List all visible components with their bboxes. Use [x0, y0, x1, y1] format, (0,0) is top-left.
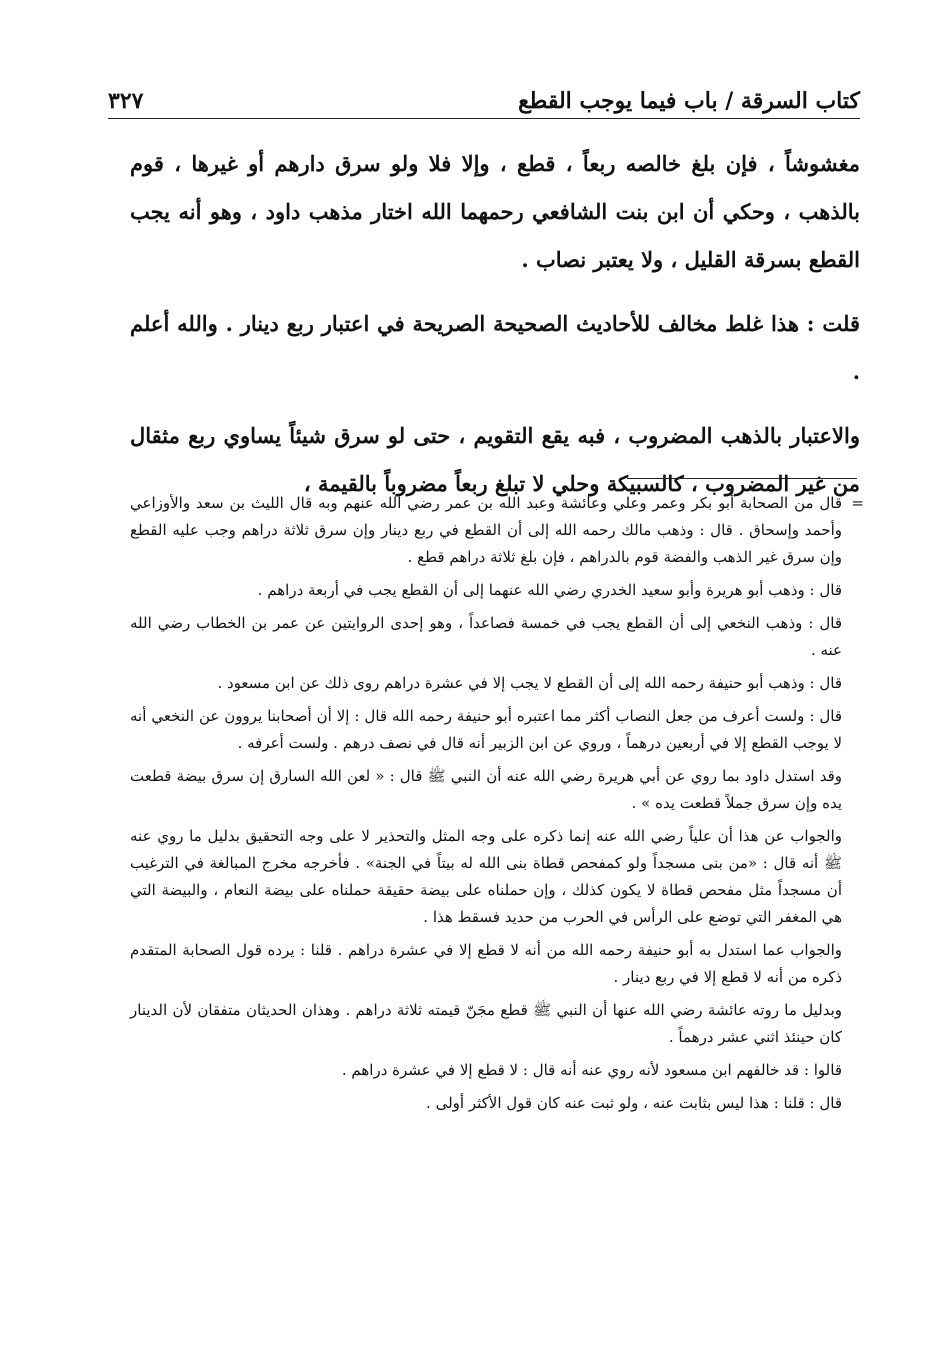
- footnote-line: والجواب عما استدل به أبو حنيفة رحمه الله من أنه لا قطع إلا في عشرة دراهم . قلنا : يرده قول الصحابة المتقدم ذكره من أنه لا قطع إلا في ربع دينار .: [130, 941, 842, 986]
- footnote-line: قال : ولست أعرف من جعل النصاب أكثر مما اعتبره أبو حنيفة رحمه الله قال : إلا أن أصحابنا يروون عن النخعي أنه لا يوجب القطع إلا في أربعين درهماً ، وروي عن ابن الزبير أنه قال في نصف درهم . ولست أعرفه .: [130, 707, 842, 752]
- footnote-line: قال : قلنا : هذا ليس بثابت عنه ، ولو ثبت عنه كان قول الأكثر أولى .: [426, 1094, 842, 1112]
- footnote-continuation-marker: =: [851, 494, 864, 512]
- page-number: ٣٢٧: [108, 88, 144, 114]
- running-title: كتاب السرقة / باب فيما يوجب القطع: [518, 88, 860, 114]
- footnote-line: وبدليل ما روته عائشة رضي الله عنها أن النبي ﷺ قطع مجَنّ قيمته ثلاثة دراهم . وهذان الحديثان متفقان لأن الدينار كان حينئذ اثني عشر درهماً .: [130, 1001, 842, 1046]
- footnote-line: قال : وذهب أبو حنيفة رحمه الله إلى أن القطع لا يجب إلا في عشرة دراهم روى ذلك عن ابن مسعود .: [217, 674, 842, 692]
- page-header: [108, 80, 860, 114]
- main-paragraph-1: مغشوشاً ، فإن بلغ خالصه ربعاً ، قطع ، وإلا فلا ولو سرق دارهم أو غيرها ، قوم بالذهب ، وحكي أن ابن بنت الشافعي رحمهما الله اختار مذهب داود ، وهو أنه يجب القطع بسرقة القليل ، ولا يعتبر نصاب .: [130, 151, 860, 272]
- header-rule: [108, 118, 860, 119]
- footnote-line: قال : وذهب أبو هريرة وأبو سعيد الخدري رضي الله عنهما إلى أن القطع يجب في أربعة دراهم .: [257, 581, 842, 599]
- main-paragraph-2-lead: قلت :: [806, 311, 860, 336]
- footnote-line: قال من الصحابة أبو بكر وعمر وعلي وعائشة وعبد الله بن عمر رضي الله عنهم وبه قال الليث بن سعد والأوزاعي وأحمد وإسحاق . قال : وذهب مالك رحمه الله إلى أن القطع في ربع دينار وإن سرق ثلاثة دراهم وجب عليه القطع وإن سرق غير الذهب والفضة قوم بالدراهم ، فإن بلغ ثلاثة دراهم قطع .: [130, 494, 842, 566]
- main-text: [130, 140, 860, 508]
- footnote-line: والجواب عن هذا أن علياً رضي الله عنه إنما ذكره على وجه المثل والتحذير لا على وجه التحقيق بدليل ما روي عنه ﷺ أنه قال : «من بنى مسجداً ولو كمفحص قطاة بنى الله له بيتاً في الجنة» . فأخرجه مخرج المبالغة في الترغيب أن مسجداً مثل مفحص قطاة لا يكون كذلك ، وإن حملناه على بيضة حقيقة حملناه على بيضة النعام ، والبيضة التي هي المغفر التي توضع على الرأس في الحرب من حديد فسقط هذا .: [130, 827, 842, 926]
- footnote-line: قالوا : قد خالفهم ابن مسعود لأنه روي عنه أنه قال : لا قطع إلا في عشرة دراهم .: [341, 1061, 842, 1079]
- footnote-rule: [627, 478, 857, 479]
- footnote-line: قال : وذهب النخعي إلى أن القطع يجب في خمسة فصاعداً ، وهو إحدى الروايتين عن عمر بن الخطاب رضي الله عنه .: [130, 614, 842, 659]
- main-paragraph-2: [130, 300, 860, 396]
- main-paragraph-3: والاعتبار بالذهب المضروب ، فبه يقع التقويم ، حتى لو سرق شيئاً يساوي ربع مثقال من غير المضروب ، كالسبيكة وحلي لا تبلغ ربعاً مضروباً بالقيمة ،: [130, 423, 860, 496]
- main-paragraph-2-body: هذا غلط مخالف للأحاديث الصحيحة الصريحة في اعتبار ربع دينار . والله أعلم .: [130, 311, 860, 384]
- footnote-line: وقد استدل داود بما روي عن أبي هريرة رضي الله عنه أن النبي ﷺ قال : « لعن الله السارق إن سرق بيضة قطعت يده وإن سرق جملاً قطعت يده » .: [130, 767, 842, 812]
- footnotes: [130, 490, 864, 1123]
